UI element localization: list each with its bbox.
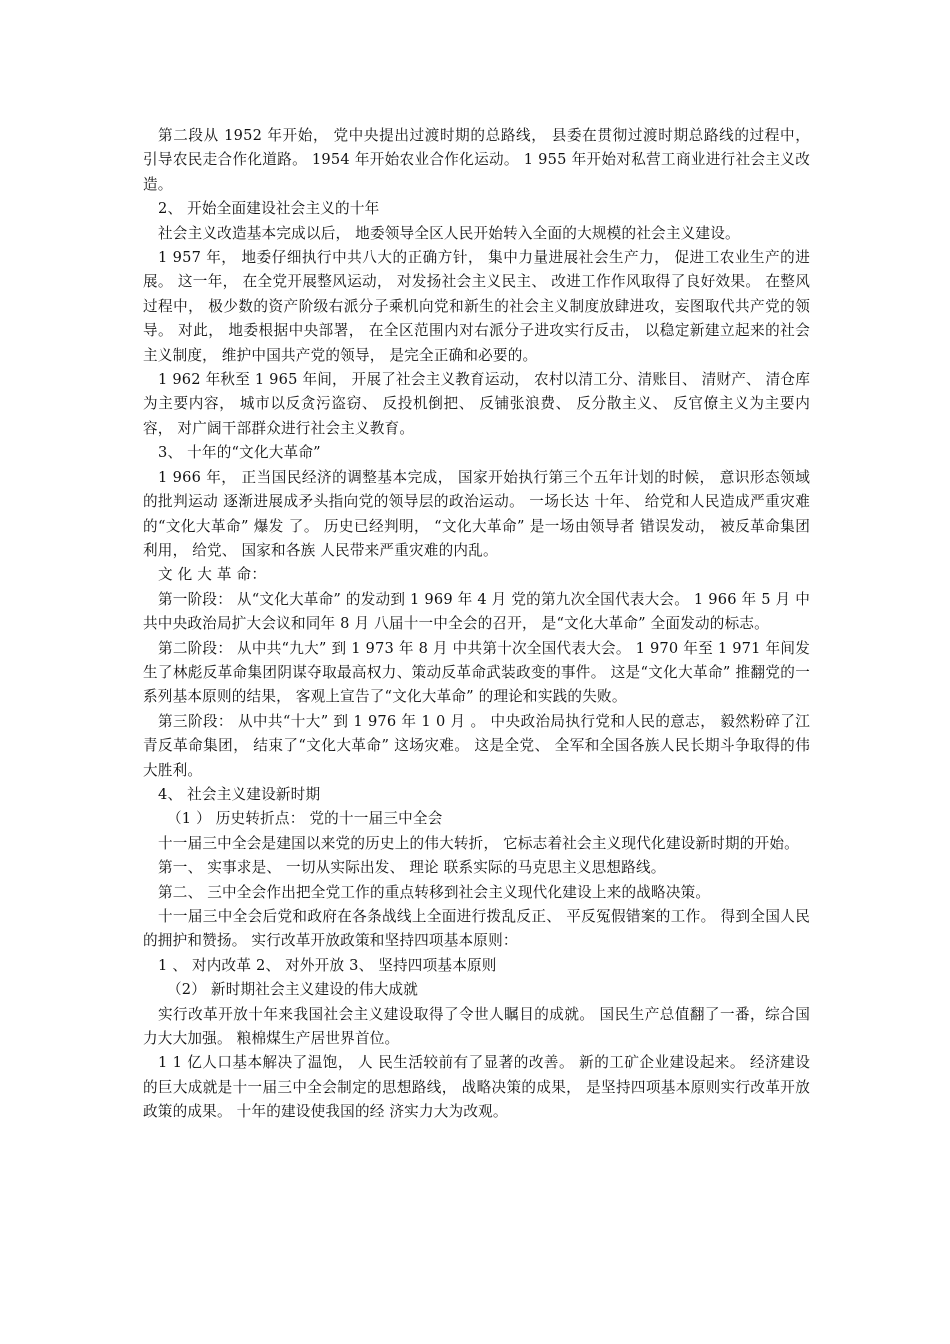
paragraph-stage-two: 第二阶段： 从中共“九大” 到 1 973 年 8 月 中共第十次全国代表大会。 1 970 年至 1 971 年间发生了林彪反革命集团阴谋夺取最高权力、策动反革命武装政变的事件。 这是“文化大革命” 推翻党的一系列基本原则的结果， 客观上宣告了“文化大革命” 的理论和实践的失败。 <box>143 639 810 706</box>
section-heading-3: 3、 十年的“文化大革命” <box>158 444 321 462</box>
document-page <box>143 124 810 1125</box>
paragraph-transition-period: 第二段从 1952 年开始， 党中央提出过渡时期的总路线， 县委在贯彻过渡时期总路线的过程中， 引导农民走合作化道路。 1954 年开始农业合作化运动。 1 955 年开始对私营工商业进行社会主义改造。 <box>143 127 810 193</box>
paragraph-second-point: 第二、 三中全会作出把全党工作的重点转移到社会主义现代化建设上来的战略决策。 <box>158 883 711 901</box>
subheading-turning-point: （1 ） 历史转折点： 党的十一届三中全会 <box>167 810 443 828</box>
paragraph-after-plenum: 十一届三中全会后党和政府在各条战线上全面进行拨乱反正、 平反冤假错案的工作。 得到全国人民的拥护和赞扬。 实行改革开放政策和坚持四项基本原则： <box>143 908 810 950</box>
section-heading-2: 2、 开始全面建设社会主义的十年 <box>158 200 380 218</box>
subheading-achievements: （2） 新时期社会主义建设的伟大成就 <box>167 981 419 999</box>
paragraph-living-standards: 1 1 亿人口基本解决了温饱， 人 民生活较前有了显著的改善。 新的工矿企业建设起来。 经济建设的巨大成就是十一届三中全会制定的思想路线， 战略决策的成果， 是坚持四项基本原则实行改革开放政策的成果。 十年的建设使我国的经 济实力大为改观。 <box>143 1054 810 1121</box>
paragraph-stage-one: 第一阶段： 从“文化大革命” 的发动到 1 969 年 4 月 党的第九次全国代表大会。 1 966 年 5 月 中共中央政治局扩大会议和同年 8 月 八届十一中全会的召开， 是“文化大革命” 全面发动的标志。 <box>143 590 810 633</box>
paragraph-1957: 1 957 年， 地委仔细执行中共八大的正确方针， 集中力量进展社会生产力， 促进工农业生产的进展。 这一年， 在全党开展整风运动， 对发扬社会主义民主、 改进工作作风取得了良好效果。 在整风过程中， 极少数的资产阶级右派分子乘机向党和新生的社会主义制度放肆进攻，妄图取代共产党的领导。 对此， 地委根据中央部署， 在全区范围内对右派分子进攻实行反击， 以稳定新建立起来的社会主义制度， 维护中国共产党的领导， 是完全正确和必要的。 <box>143 249 810 364</box>
section-heading-4: 4、 社会主义建设新时期 <box>158 785 321 803</box>
paragraph-socialist-construction: 社会主义改造基本完成以后， 地委领导全区人民开始转入全面的大规模的社会主义建设。 <box>158 224 740 242</box>
paragraph-1966: 1 966 年， 正当国民经济的调整基本完成， 国家开始执行第三个五年计划的时候， 意识形态领域的批判运动 逐渐进展成矛头指向党的领导层的政治运动。 一场长达 十年、 给党和人民造成严重灾难的“文化大革命” 爆发 了。 历史已经判明， “文化大革命” 是一场由领导者 错误发动， 被反革命集团利用， 给党、 国家和各族 人民带来严重灾难的内乱。 <box>143 468 810 559</box>
paragraph-reform-list: 1 、 对内改革 2、 对外开放 3、 坚持四项基本原则 <box>158 956 497 974</box>
paragraph-stage-three: 第三阶段： 从中共“十大” 到 1 976 年 1 0 月 。 中央政治局执行党和人民的意志， 毅然粉碎了江青反革命集团， 结束了“文化大革命” 这场灾难。 这是全党、 全军和全国各族人民长期斗争取得的伟大胜利。 <box>143 712 810 779</box>
paragraph-1962-1965: 1 962 年秋至 1 965 年间， 开展了社会主义教育运动， 农村以清工分、清账目、 清财产、 清仓库为主要内容， 城市以反贪污盗窃、 反投机倒把、 反铺张浪费、 反分散主义、 反官僚主义为主要内容， 对广阔干部群众进行社会主义教育。 <box>143 371 811 437</box>
subheading-cultural-revolution: 文 化 大 革 命： <box>158 566 267 584</box>
paragraph-first-point: 第一、 实事求是、 一切从实际出发、 理论 联系实际的马克思主义思想路线。 <box>158 859 666 877</box>
paragraph-ten-years: 实行改革开放十年来我国社会主义建设取得了令世人瞩目的成就。 国民生产总值翻了一番，综合国力大大加强。 粮棉煤生产居世界首位。 <box>143 1005 810 1048</box>
paragraph-third-plenum: 十一届三中全会是建国以来党的历史上的伟大转折， 它标志着社会主义现代化建设新时期的开始。 <box>158 834 799 852</box>
